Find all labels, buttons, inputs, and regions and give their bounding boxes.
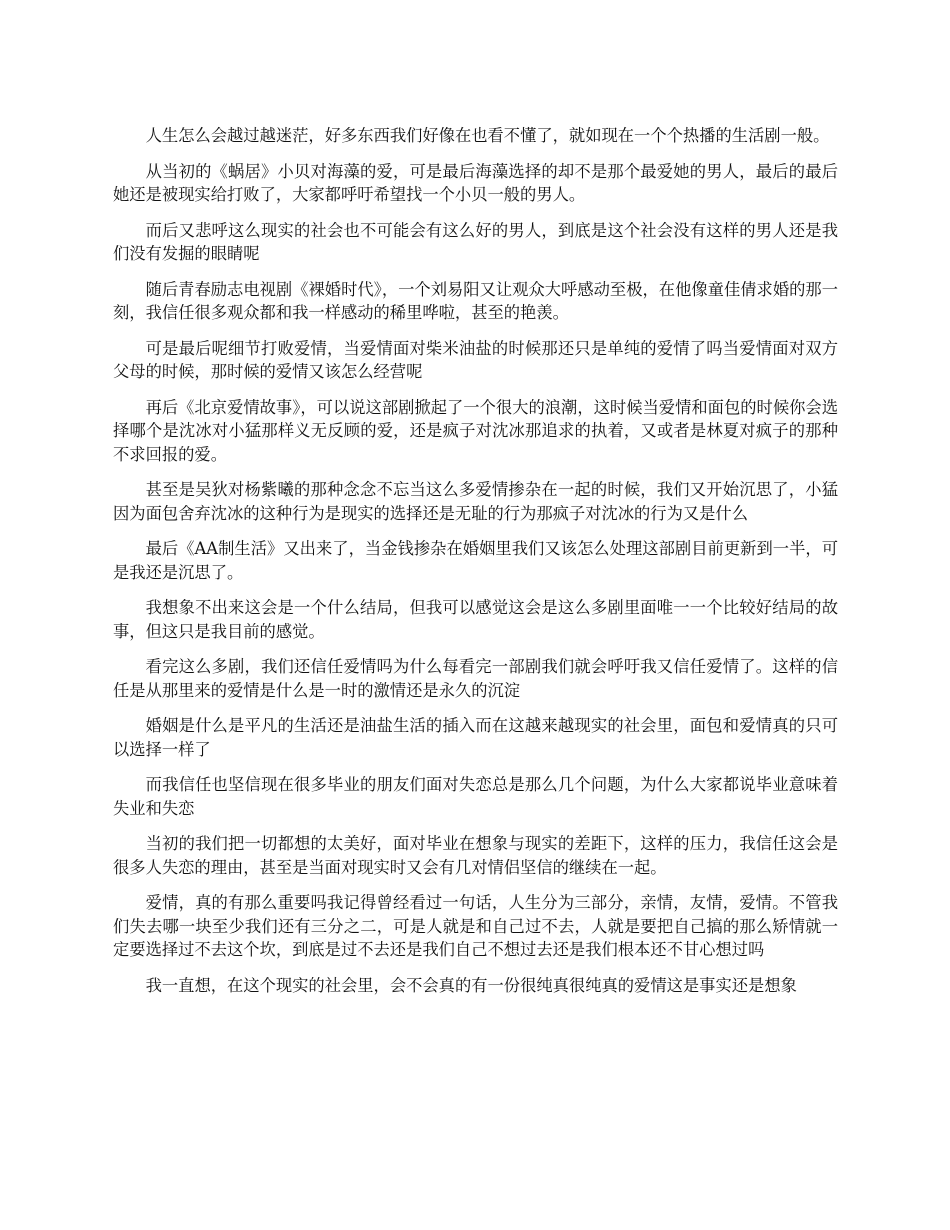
paragraph-15: 我一直想，在这个现实的社会里，会不会真的有一份很纯真很纯真的爱情这是事实还是想象 [145, 975, 797, 995]
paragraph-3: 而后又悲呼这么现实的社会也不可能会有这么好的男人，到底是这个社会没有这样的男人还是我们没有发掘的眼睛呢 [113, 220, 838, 263]
paragraph-14: 爱情，真的有那么重要吗我记得曾经看过一句话，人生分为三部分，亲情，友情，爱情。不管我们失去哪一块至少我们还有三分之二，可是人就是和自己过不去，人就是要把自己搞的那么矫情就一定要选择过不去这个坎，到底是过不去还是我们自己不想过去还是我们根本还不甘心想过吗 [113, 893, 838, 959]
paragraph-12: 而我信任也坚信现在很多毕业的朋友们面对失恋总是那么几个问题，为什么大家都说毕业意味着失业和失恋 [113, 775, 838, 818]
paragraph-7: 甚至是吴狄对杨紫曦的那种念念不忘当这么多爱情掺杂在一起的时候，我们又开始沉思了，小猛因为面包舍弃沈冰的这种行为是现实的选择还是无耻的行为那疯子对沈冰的行为又是什么 [113, 480, 838, 523]
paragraph-8: 最后《AA制生活》又出来了，当金钱掺杂在婚姻里我们又该怎么处理这部剧目前更新到一半，可是我还是沉思了。 [113, 539, 838, 582]
paragraph-13: 当初的我们把一切都想的太美好，面对毕业在想象与现实的差距下，这样的压力，我信任这会是很多人失恋的理由，甚至是当面对现实时又会有几对情侣坚信的继续在一起。 [113, 834, 838, 877]
paragraph-2: 从当初的《蜗居》小贝对海藻的爱，可是最后海藻选择的却不是那个最爱她的男人，最后的最后她还是被现实给打败了，大家都呼吁希望找一个小贝一般的男人。 [113, 161, 838, 204]
paragraph-5: 可是最后呢细节打败爱情，当爱情面对柴米油盐的时候那还只是单纯的爱情了吗当爱情面对双方父母的时候，那时候的爱情又该怎么经营呢 [113, 338, 838, 381]
paragraph-4: 随后青春励志电视剧《裸婚时代》，一个刘易阳又让观众大呼感动至极，在他像童佳倩求婚的那一刻，我信任很多观众都和我一样感动的稀里哗啦，甚至的艳羡。 [113, 279, 838, 322]
paragraph-10: 看完这么多剧，我们还信任爱情吗为什么每看完一部剧我们就会呼吁我又信任爱情了。这样的信任是从那里来的爱情是什么是一时的激情还是永久的沉淀 [113, 657, 838, 700]
article-body [113, 124, 838, 1009]
paragraph-6: 再后《北京爱情故事》，可以说这部剧掀起了一个很大的浪潮，这时候当爱情和面包的时候你会选择哪个是沈冰对小猛那样义无反顾的爱，还是疯子对沈冰那追求的执着，又或者是林夏对疯子的那种不求回报的爱。 [113, 397, 838, 464]
paragraph-11: 婚姻是什么是平凡的生活还是油盐生活的插入而在这越来越现实的社会里，面包和爱情真的只可以选择一样了 [113, 716, 838, 759]
paragraph-9: 我想象不出来这会是一个什么结局，但我可以感觉这会是这么多剧里面唯一一个比较好结局的故事，但这只是我目前的感觉。 [113, 598, 838, 641]
paragraph-1: 人生怎么会越过越迷茫，好多东西我们好像在也看不懂了，就如现在一个个热播的生活剧一般。 [145, 126, 830, 145]
